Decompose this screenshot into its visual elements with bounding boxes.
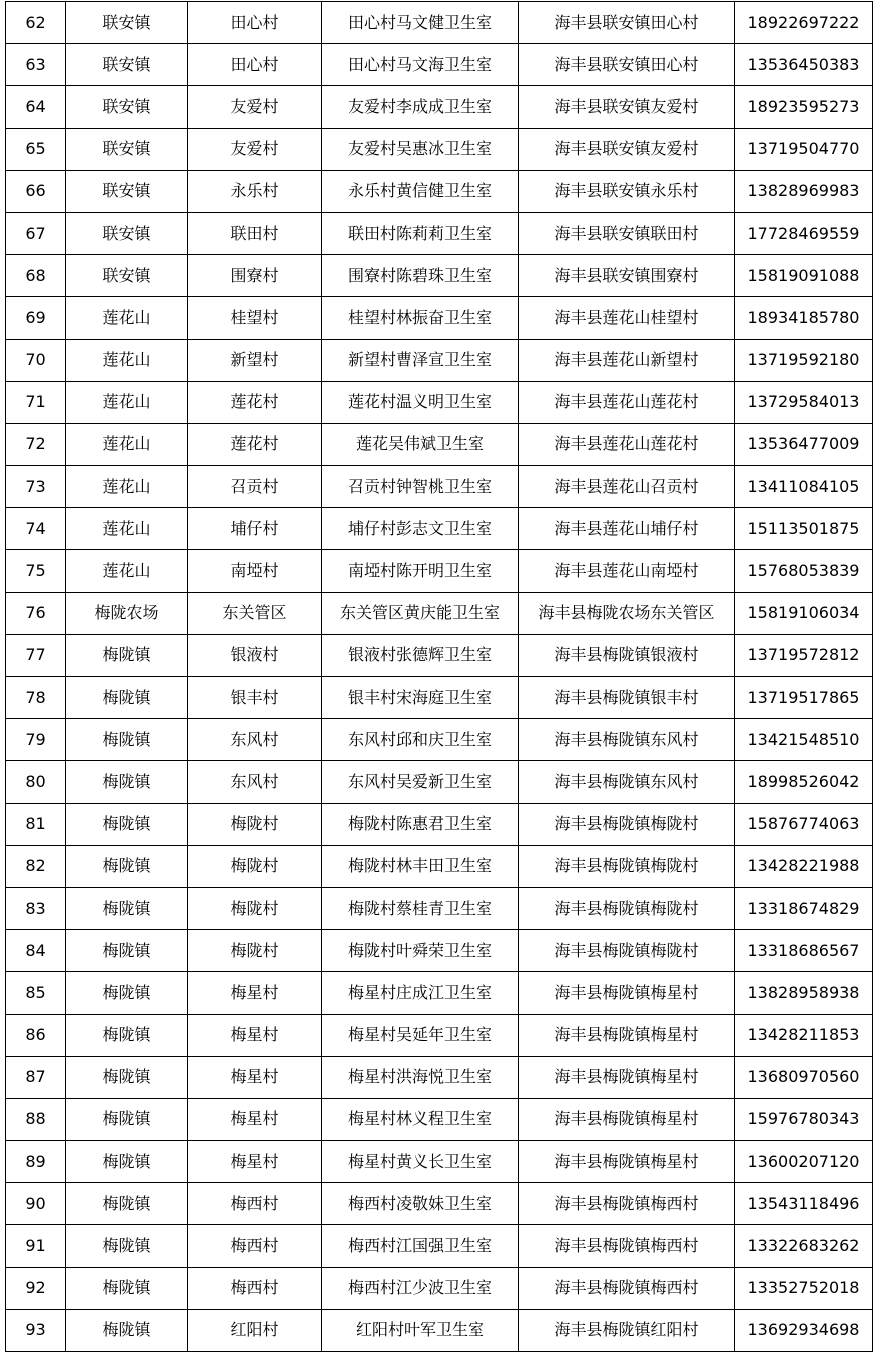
clinic-name-cell: 梅星村吴延年卫生室 <box>322 1014 519 1056</box>
table-row <box>6 1141 873 1183</box>
town-cell: 莲花山 <box>66 297 188 339</box>
table-row <box>6 550 873 592</box>
clinic-name-cell: 梅西村江国强卫生室 <box>322 1225 519 1267</box>
village-cell: 梅星村 <box>188 1098 322 1140</box>
table-row <box>6 381 873 423</box>
village-cell: 梅陇村 <box>188 930 322 972</box>
phone-cell: 13543118496 <box>735 1183 873 1225</box>
table-row <box>6 634 873 676</box>
village-cell: 梅星村 <box>188 972 322 1014</box>
phone-cell: 13719504770 <box>735 128 873 170</box>
address-cell: 海丰县梅陇镇梅陇村 <box>519 930 735 972</box>
row-number: 82 <box>6 845 66 887</box>
table-row <box>6 761 873 803</box>
row-number: 67 <box>6 212 66 254</box>
town-cell: 梅陇镇 <box>66 719 188 761</box>
phone-cell: 15876774063 <box>735 803 873 845</box>
address-cell: 海丰县莲花山埔仔村 <box>519 508 735 550</box>
clinic-name-cell: 银液村张德辉卫生室 <box>322 634 519 676</box>
town-cell: 联安镇 <box>66 170 188 212</box>
row-number: 89 <box>6 1141 66 1183</box>
village-cell: 莲花村 <box>188 423 322 465</box>
row-number: 75 <box>6 550 66 592</box>
address-cell: 海丰县梅陇镇梅星村 <box>519 1098 735 1140</box>
town-cell: 梅陇镇 <box>66 1141 188 1183</box>
table-row <box>6 339 873 381</box>
clinic-name-cell: 田心村马文健卫生室 <box>322 2 519 44</box>
phone-cell: 13729584013 <box>735 381 873 423</box>
clinic-name-cell: 召贡村钟智桃卫生室 <box>322 466 519 508</box>
clinic-name-cell: 莲花吴伟斌卫生室 <box>322 423 519 465</box>
address-cell: 海丰县梅陇镇梅星村 <box>519 1014 735 1056</box>
village-cell: 梅星村 <box>188 1056 322 1098</box>
clinic-name-cell: 红阳村叶军卫生室 <box>322 1309 519 1351</box>
table-row <box>6 887 873 929</box>
address-cell: 海丰县梅陇镇银丰村 <box>519 677 735 719</box>
clinic-name-cell: 梅陇村蔡桂青卫生室 <box>322 887 519 929</box>
table-row <box>6 1225 873 1267</box>
row-number: 68 <box>6 255 66 297</box>
row-number: 86 <box>6 1014 66 1056</box>
address-cell: 海丰县联安镇田心村 <box>519 44 735 86</box>
phone-cell: 13719592180 <box>735 339 873 381</box>
phone-cell: 13352752018 <box>735 1267 873 1309</box>
address-cell: 海丰县联安镇围寮村 <box>519 255 735 297</box>
town-cell: 莲花山 <box>66 339 188 381</box>
village-cell: 梅陇村 <box>188 887 322 929</box>
address-cell: 海丰县莲花山南埡村 <box>519 550 735 592</box>
table-row <box>6 297 873 339</box>
village-cell: 莲花村 <box>188 381 322 423</box>
row-number: 83 <box>6 887 66 929</box>
table-row <box>6 592 873 634</box>
row-number: 69 <box>6 297 66 339</box>
row-number: 72 <box>6 423 66 465</box>
address-cell: 海丰县莲花山召贡村 <box>519 466 735 508</box>
address-cell: 海丰县莲花山莲花村 <box>519 381 735 423</box>
address-cell: 海丰县梅陇镇梅西村 <box>519 1183 735 1225</box>
village-cell: 埔仔村 <box>188 508 322 550</box>
table-row <box>6 466 873 508</box>
town-cell: 联安镇 <box>66 2 188 44</box>
town-cell: 梅陇镇 <box>66 887 188 929</box>
address-cell: 海丰县梅陇镇梅西村 <box>519 1267 735 1309</box>
table-row <box>6 719 873 761</box>
table-row <box>6 1014 873 1056</box>
table-row <box>6 1183 873 1225</box>
row-number: 62 <box>6 2 66 44</box>
phone-cell: 18923595273 <box>735 86 873 128</box>
address-cell: 海丰县梅陇镇东风村 <box>519 719 735 761</box>
village-cell: 田心村 <box>188 44 322 86</box>
row-number: 73 <box>6 466 66 508</box>
row-number: 92 <box>6 1267 66 1309</box>
phone-cell: 18998526042 <box>735 761 873 803</box>
table-row <box>6 128 873 170</box>
address-cell: 海丰县莲花山桂望村 <box>519 297 735 339</box>
table-row <box>6 1056 873 1098</box>
row-number: 63 <box>6 44 66 86</box>
phone-cell: 13600207120 <box>735 1141 873 1183</box>
village-cell: 梅星村 <box>188 1014 322 1056</box>
town-cell: 联安镇 <box>66 212 188 254</box>
table-row <box>6 1267 873 1309</box>
clinic-name-cell: 梅西村凌敬妹卫生室 <box>322 1183 519 1225</box>
village-cell: 友爱村 <box>188 128 322 170</box>
town-cell: 梅陇镇 <box>66 1267 188 1309</box>
table-row <box>6 1098 873 1140</box>
town-cell: 梅陇镇 <box>66 803 188 845</box>
village-cell: 永乐村 <box>188 170 322 212</box>
address-cell: 海丰县梅陇镇梅陇村 <box>519 845 735 887</box>
table-row <box>6 170 873 212</box>
town-cell: 梅陇镇 <box>66 761 188 803</box>
phone-cell: 15768053839 <box>735 550 873 592</box>
town-cell: 梅陇镇 <box>66 1225 188 1267</box>
address-cell: 海丰县梅陇镇银液村 <box>519 634 735 676</box>
address-cell: 海丰县梅陇镇梅星村 <box>519 972 735 1014</box>
village-cell: 东风村 <box>188 761 322 803</box>
clinic-name-cell: 梅星村林义程卫生室 <box>322 1098 519 1140</box>
phone-cell: 13411084105 <box>735 466 873 508</box>
clinic-name-cell: 南埡村陈开明卫生室 <box>322 550 519 592</box>
clinic-name-cell: 联田村陈莉莉卫生室 <box>322 212 519 254</box>
village-cell: 田心村 <box>188 2 322 44</box>
town-cell: 梅陇镇 <box>66 1098 188 1140</box>
clinic-name-cell: 梅陇村林丰田卫生室 <box>322 845 519 887</box>
row-number: 66 <box>6 170 66 212</box>
table-row <box>6 423 873 465</box>
table-row <box>6 972 873 1014</box>
table-row <box>6 255 873 297</box>
table-row <box>6 212 873 254</box>
clinic-name-cell: 梅陇村陈惠君卫生室 <box>322 803 519 845</box>
phone-cell: 13680970560 <box>735 1056 873 1098</box>
village-cell: 梅西村 <box>188 1183 322 1225</box>
address-cell: 海丰县联安镇永乐村 <box>519 170 735 212</box>
phone-cell: 17728469559 <box>735 212 873 254</box>
village-cell: 桂望村 <box>188 297 322 339</box>
phone-cell: 13421548510 <box>735 719 873 761</box>
village-cell: 围寮村 <box>188 255 322 297</box>
town-cell: 梅陇镇 <box>66 845 188 887</box>
table-row <box>6 44 873 86</box>
clinic-name-cell: 梅星村洪海悦卫生室 <box>322 1056 519 1098</box>
town-cell: 莲花山 <box>66 423 188 465</box>
table-row <box>6 845 873 887</box>
table-row <box>6 677 873 719</box>
row-number: 78 <box>6 677 66 719</box>
table-body <box>6 2 873 1352</box>
village-cell: 新望村 <box>188 339 322 381</box>
clinic-name-cell: 友爱村李成成卫生室 <box>322 86 519 128</box>
town-cell: 莲花山 <box>66 466 188 508</box>
clinic-name-cell: 桂望村林振奋卫生室 <box>322 297 519 339</box>
clinic-name-cell: 梅西村江少波卫生室 <box>322 1267 519 1309</box>
row-number: 81 <box>6 803 66 845</box>
address-cell: 海丰县梅陇农场东关管区 <box>519 592 735 634</box>
phone-cell: 13428221988 <box>735 845 873 887</box>
town-cell: 梅陇镇 <box>66 1183 188 1225</box>
address-cell: 海丰县联安镇友爱村 <box>519 86 735 128</box>
phone-cell: 18934185780 <box>735 297 873 339</box>
phone-cell: 15819091088 <box>735 255 873 297</box>
table-row <box>6 508 873 550</box>
row-number: 85 <box>6 972 66 1014</box>
row-number: 76 <box>6 592 66 634</box>
clinic-name-cell: 永乐村黄信健卫生室 <box>322 170 519 212</box>
clinic-name-cell: 梅星村庄成江卫生室 <box>322 972 519 1014</box>
address-cell: 海丰县梅陇镇梅西村 <box>519 1225 735 1267</box>
village-cell: 南埡村 <box>188 550 322 592</box>
table-row <box>6 86 873 128</box>
table-row <box>6 1309 873 1351</box>
phone-cell: 13719572812 <box>735 634 873 676</box>
phone-cell: 13428211853 <box>735 1014 873 1056</box>
address-cell: 海丰县联安镇联田村 <box>519 212 735 254</box>
row-number: 71 <box>6 381 66 423</box>
clinic-name-cell: 东关管区黄庆能卫生室 <box>322 592 519 634</box>
village-cell: 东关管区 <box>188 592 322 634</box>
town-cell: 联安镇 <box>66 255 188 297</box>
village-cell: 梅西村 <box>188 1267 322 1309</box>
address-cell: 海丰县联安镇友爱村 <box>519 128 735 170</box>
town-cell: 梅陇镇 <box>66 1014 188 1056</box>
village-cell: 银液村 <box>188 634 322 676</box>
address-cell: 海丰县梅陇镇梅陇村 <box>519 803 735 845</box>
clinic-name-cell: 梅星村黄义长卫生室 <box>322 1141 519 1183</box>
village-cell: 友爱村 <box>188 86 322 128</box>
row-number: 79 <box>6 719 66 761</box>
clinic-name-cell: 埔仔村彭志文卫生室 <box>322 508 519 550</box>
clinic-name-cell: 银丰村宋海庭卫生室 <box>322 677 519 719</box>
row-number: 65 <box>6 128 66 170</box>
town-cell: 莲花山 <box>66 508 188 550</box>
address-cell: 海丰县梅陇镇梅星村 <box>519 1141 735 1183</box>
phone-cell: 13536477009 <box>735 423 873 465</box>
address-cell: 海丰县梅陇镇红阳村 <box>519 1309 735 1351</box>
village-cell: 梅西村 <box>188 1225 322 1267</box>
row-number: 88 <box>6 1098 66 1140</box>
town-cell: 联安镇 <box>66 86 188 128</box>
village-cell: 梅星村 <box>188 1141 322 1183</box>
clinic-name-cell: 东风村吴爱新卫生室 <box>322 761 519 803</box>
row-number: 64 <box>6 86 66 128</box>
town-cell: 联安镇 <box>66 44 188 86</box>
row-number: 91 <box>6 1225 66 1267</box>
village-cell: 银丰村 <box>188 677 322 719</box>
row-number: 93 <box>6 1309 66 1351</box>
village-cell: 东风村 <box>188 719 322 761</box>
address-cell: 海丰县梅陇镇东风村 <box>519 761 735 803</box>
address-cell: 海丰县莲花山新望村 <box>519 339 735 381</box>
row-number: 77 <box>6 634 66 676</box>
row-number: 87 <box>6 1056 66 1098</box>
phone-cell: 15113501875 <box>735 508 873 550</box>
address-cell: 海丰县莲花山莲花村 <box>519 423 735 465</box>
phone-cell: 13322683262 <box>735 1225 873 1267</box>
clinic-name-cell: 友爱村吴惠冰卫生室 <box>322 128 519 170</box>
town-cell: 联安镇 <box>66 128 188 170</box>
clinic-name-cell: 田心村马文海卫生室 <box>322 44 519 86</box>
row-number: 90 <box>6 1183 66 1225</box>
phone-cell: 13692934698 <box>735 1309 873 1351</box>
town-cell: 梅陇镇 <box>66 1056 188 1098</box>
town-cell: 梅陇镇 <box>66 634 188 676</box>
row-number: 70 <box>6 339 66 381</box>
address-cell: 海丰县梅陇镇梅星村 <box>519 1056 735 1098</box>
phone-cell: 15819106034 <box>735 592 873 634</box>
row-number: 74 <box>6 508 66 550</box>
village-cell: 红阳村 <box>188 1309 322 1351</box>
address-cell: 海丰县梅陇镇梅陇村 <box>519 887 735 929</box>
address-cell: 海丰县联安镇田心村 <box>519 2 735 44</box>
town-cell: 梅陇镇 <box>66 677 188 719</box>
phone-cell: 13536450383 <box>735 44 873 86</box>
village-cell: 梅陇村 <box>188 803 322 845</box>
table-row <box>6 930 873 972</box>
clinic-name-cell: 莲花村温义明卫生室 <box>322 381 519 423</box>
town-cell: 梅陇农场 <box>66 592 188 634</box>
phone-cell: 13719517865 <box>735 677 873 719</box>
village-cell: 梅陇村 <box>188 845 322 887</box>
town-cell: 梅陇镇 <box>66 1309 188 1351</box>
clinic-table <box>5 1 873 1352</box>
phone-cell: 13318686567 <box>735 930 873 972</box>
village-cell: 联田村 <box>188 212 322 254</box>
table-row <box>6 803 873 845</box>
clinic-name-cell: 梅陇村叶舜荣卫生室 <box>322 930 519 972</box>
phone-cell: 13318674829 <box>735 887 873 929</box>
phone-cell: 18922697222 <box>735 2 873 44</box>
table-row <box>6 2 873 44</box>
town-cell: 莲花山 <box>66 381 188 423</box>
clinic-name-cell: 围寮村陈碧珠卫生室 <box>322 255 519 297</box>
town-cell: 莲花山 <box>66 550 188 592</box>
clinic-name-cell: 新望村曹泽宣卫生室 <box>322 339 519 381</box>
town-cell: 梅陇镇 <box>66 972 188 1014</box>
town-cell: 梅陇镇 <box>66 930 188 972</box>
phone-cell: 15976780343 <box>735 1098 873 1140</box>
clinic-name-cell: 东风村邱和庆卫生室 <box>322 719 519 761</box>
row-number: 80 <box>6 761 66 803</box>
phone-cell: 13828958938 <box>735 972 873 1014</box>
village-cell: 召贡村 <box>188 466 322 508</box>
row-number: 84 <box>6 930 66 972</box>
phone-cell: 13828969983 <box>735 170 873 212</box>
